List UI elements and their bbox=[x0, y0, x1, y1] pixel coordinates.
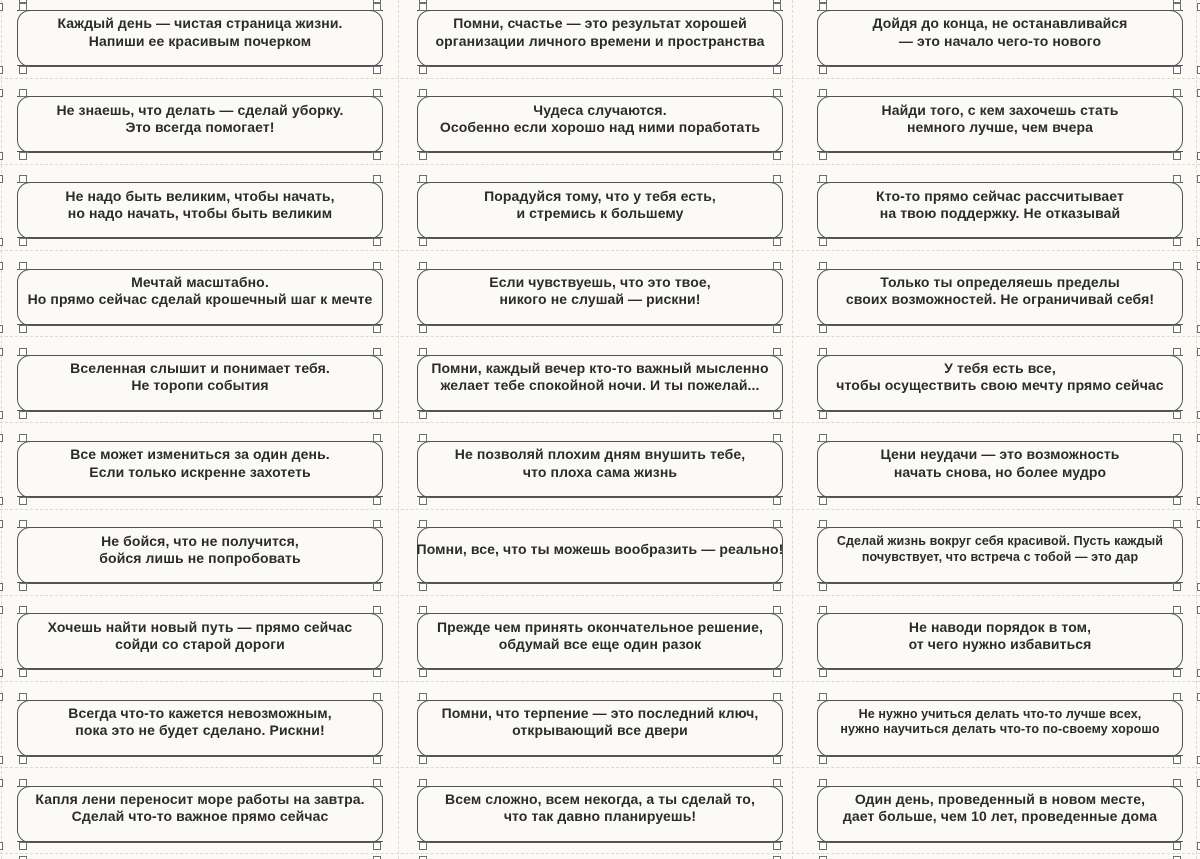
edge-cut-mark bbox=[819, 0, 827, 3]
quote-line: Сделай жизнь вокруг себя красивой. Пусть каждый bbox=[836, 534, 1164, 549]
cut-mark-top-left bbox=[19, 348, 27, 356]
edge-cut-mark bbox=[0, 262, 3, 270]
quote-line: Хочешь найти новый путь — прямо сейчас bbox=[47, 618, 353, 635]
quote-line: Кто-то прямо сейчас рассчитывает bbox=[876, 187, 1124, 204]
cut-mark-top-left bbox=[419, 262, 427, 270]
edge-cut-mark bbox=[0, 842, 3, 850]
cut-mark-top-left bbox=[419, 175, 427, 183]
cut-line-vertical bbox=[1, 0, 2, 859]
quote-line: сойди со старой дороги bbox=[115, 635, 285, 652]
quote-line: чтобы осуществить свою мечту прямо сейчас bbox=[836, 377, 1164, 394]
quote-card bbox=[817, 693, 1183, 764]
cut-line-horizontal bbox=[0, 250, 1200, 251]
cut-mark-bottom-left bbox=[419, 669, 427, 677]
quote-text bbox=[27, 355, 373, 412]
cut-mark-bottom-left bbox=[419, 238, 427, 246]
quote-text bbox=[827, 269, 1173, 326]
edge-cut-mark bbox=[0, 175, 3, 183]
cut-mark-bottom-left bbox=[819, 583, 827, 591]
cut-mark-top-left bbox=[819, 348, 827, 356]
cut-mark-bottom-right bbox=[773, 238, 781, 246]
quote-line: открывающий все двери bbox=[512, 722, 688, 739]
cut-mark-top-right bbox=[773, 434, 781, 442]
cut-mark-top-left bbox=[19, 434, 27, 442]
quote-card bbox=[817, 520, 1183, 591]
quote-line: У тебя есть все, bbox=[944, 360, 1056, 377]
cut-line-horizontal bbox=[0, 681, 1200, 682]
quote-line: Цени неудачи — это возможность bbox=[880, 446, 1120, 463]
quote-line: пока это не будет сделано. Рискни! bbox=[75, 722, 325, 739]
quote-line: начать снова, но более мудро bbox=[893, 463, 1107, 480]
cut-mark-top-right bbox=[773, 520, 781, 528]
cut-mark-bottom-right bbox=[373, 66, 381, 74]
quote-line: Напиши ее красивым почерком bbox=[88, 32, 312, 49]
quote-card bbox=[817, 779, 1183, 850]
quote-text bbox=[827, 10, 1173, 67]
quote-card bbox=[417, 693, 783, 764]
cut-mark-top-left bbox=[419, 3, 427, 11]
quote-card bbox=[17, 434, 383, 505]
quote-card bbox=[817, 3, 1183, 74]
cut-mark-bottom-right bbox=[773, 842, 781, 850]
cut-mark-bottom-right bbox=[773, 756, 781, 764]
cut-mark-top-right bbox=[773, 348, 781, 356]
quote-card bbox=[417, 89, 783, 160]
quote-text bbox=[427, 269, 773, 326]
quote-line: бойся лишь не попробовать bbox=[99, 549, 301, 566]
cut-mark-top-left bbox=[419, 89, 427, 97]
cut-mark-bottom-left bbox=[19, 583, 27, 591]
edge-cut-mark bbox=[419, 0, 427, 3]
cut-mark-bottom-right bbox=[773, 497, 781, 505]
quote-line: Помни, что терпение — это последний ключ, bbox=[441, 705, 759, 722]
cut-mark-top-left bbox=[19, 779, 27, 787]
cut-mark-bottom-left bbox=[819, 842, 827, 850]
edge-cut-mark bbox=[773, 0, 781, 3]
edge-cut-mark bbox=[0, 348, 3, 356]
quote-line: Помни, счастье — это результат хорошей bbox=[453, 15, 747, 32]
quote-card bbox=[17, 693, 383, 764]
edge-cut-mark bbox=[0, 434, 3, 442]
cut-mark-bottom-left bbox=[819, 325, 827, 333]
cut-mark-bottom-right bbox=[373, 325, 381, 333]
quote-card bbox=[417, 606, 783, 677]
edge-cut-mark bbox=[0, 693, 3, 701]
quote-line: но надо начать, чтобы быть великим bbox=[67, 204, 333, 221]
quote-line: Если чувствуешь, что это твое, bbox=[489, 274, 711, 291]
quote-text bbox=[827, 182, 1173, 239]
cut-mark-top-right bbox=[773, 89, 781, 97]
quote-card bbox=[17, 606, 383, 677]
cut-mark-top-right bbox=[373, 693, 381, 701]
cut-line-horizontal bbox=[0, 767, 1200, 768]
quote-line: дает больше, чем 10 лет, проведенные дома bbox=[842, 808, 1158, 825]
quote-text bbox=[827, 786, 1173, 843]
quote-text bbox=[827, 613, 1173, 670]
cut-mark-top-right bbox=[1173, 779, 1181, 787]
quote-line: почувствует, что встреча с тобой — это дар bbox=[861, 549, 1139, 564]
quote-card bbox=[817, 175, 1183, 246]
cut-line-vertical bbox=[1196, 0, 1197, 859]
cut-mark-top-left bbox=[19, 262, 27, 270]
cut-mark-bottom-left bbox=[19, 669, 27, 677]
cut-mark-bottom-right bbox=[373, 756, 381, 764]
cut-mark-bottom-left bbox=[419, 497, 427, 505]
edge-cut-mark bbox=[0, 606, 3, 614]
quote-card bbox=[817, 606, 1183, 677]
cut-mark-bottom-left bbox=[819, 411, 827, 419]
quote-line: организации личного времени и пространства bbox=[435, 32, 765, 49]
cut-mark-bottom-right bbox=[1173, 66, 1181, 74]
quote-card bbox=[417, 779, 783, 850]
quote-line: желает тебе спокойной ночи. И ты пожелай... bbox=[440, 377, 760, 394]
cut-mark-bottom-right bbox=[773, 325, 781, 333]
quote-text bbox=[827, 96, 1173, 153]
edge-cut-mark bbox=[0, 756, 3, 764]
quote-line: Не знаешь, что делать — сделай уборку. bbox=[56, 101, 344, 118]
quote-line: Не надо быть великим, чтобы начать, bbox=[65, 187, 335, 204]
quote-line: Все может измениться за один день. bbox=[70, 446, 330, 463]
quote-card bbox=[17, 520, 383, 591]
cut-mark-top-right bbox=[373, 262, 381, 270]
cut-line-horizontal bbox=[0, 422, 1200, 423]
cut-mark-bottom-left bbox=[819, 756, 827, 764]
edge-cut-mark bbox=[0, 669, 3, 677]
cut-mark-top-right bbox=[373, 3, 381, 11]
cut-mark-bottom-left bbox=[19, 66, 27, 74]
cut-mark-bottom-left bbox=[19, 756, 27, 764]
edge-cut-mark bbox=[0, 325, 3, 333]
cut-mark-bottom-left bbox=[419, 325, 427, 333]
cut-mark-top-right bbox=[1173, 3, 1181, 11]
quote-card bbox=[417, 348, 783, 419]
edge-cut-mark bbox=[0, 520, 3, 528]
cut-mark-bottom-right bbox=[1173, 669, 1181, 677]
cut-mark-bottom-right bbox=[1173, 842, 1181, 850]
quote-card bbox=[417, 520, 783, 591]
quote-card bbox=[17, 779, 383, 850]
edge-cut-mark bbox=[0, 411, 3, 419]
cut-mark-bottom-left bbox=[419, 842, 427, 850]
cut-mark-bottom-right bbox=[1173, 497, 1181, 505]
cut-mark-top-left bbox=[19, 606, 27, 614]
cut-mark-top-left bbox=[819, 262, 827, 270]
quote-card bbox=[417, 262, 783, 333]
cut-mark-top-left bbox=[819, 606, 827, 614]
quote-line: Найди того, с кем захочешь стать bbox=[881, 101, 1119, 118]
quote-line: Если только искренне захотеть bbox=[89, 463, 311, 480]
cut-mark-bottom-left bbox=[19, 842, 27, 850]
quote-line: Чудеса случаются. bbox=[533, 101, 667, 118]
cut-mark-top-right bbox=[1173, 89, 1181, 97]
quote-text bbox=[27, 96, 373, 153]
edge-cut-mark bbox=[0, 66, 3, 74]
cut-mark-bottom-left bbox=[419, 756, 427, 764]
cut-mark-top-right bbox=[373, 606, 381, 614]
cut-mark-top-left bbox=[19, 175, 27, 183]
quote-line: от чего нужно избавиться bbox=[908, 635, 1092, 652]
quote-line: никого не слушай — рискни! bbox=[499, 291, 701, 308]
cut-mark-top-left bbox=[819, 779, 827, 787]
cut-mark-bottom-left bbox=[19, 497, 27, 505]
cut-mark-top-left bbox=[419, 348, 427, 356]
cut-mark-top-left bbox=[419, 434, 427, 442]
edge-cut-mark bbox=[1173, 0, 1181, 3]
cut-line-horizontal bbox=[0, 164, 1200, 165]
cut-mark-bottom-right bbox=[373, 669, 381, 677]
cut-mark-top-right bbox=[373, 520, 381, 528]
quote-line: Не торопи события bbox=[131, 377, 269, 394]
quote-line: Каждый день — чистая страница жизни. bbox=[57, 15, 343, 32]
quote-line: — это начало чего-то нового bbox=[898, 32, 1102, 49]
quote-text bbox=[427, 355, 773, 412]
cut-line-horizontal bbox=[0, 853, 1200, 854]
quote-card bbox=[817, 89, 1183, 160]
cut-mark-bottom-right bbox=[373, 238, 381, 246]
cut-mark-bottom-right bbox=[1173, 411, 1181, 419]
cut-mark-top-right bbox=[1173, 175, 1181, 183]
cut-mark-top-right bbox=[373, 175, 381, 183]
quote-text bbox=[27, 441, 373, 498]
quote-card bbox=[417, 434, 783, 505]
cut-mark-top-left bbox=[419, 606, 427, 614]
cut-mark-top-right bbox=[773, 175, 781, 183]
quote-line: обдумай все еще один разок bbox=[498, 635, 702, 652]
cut-line-horizontal bbox=[0, 509, 1200, 510]
edge-cut-mark bbox=[0, 89, 3, 97]
cut-mark-bottom-left bbox=[419, 583, 427, 591]
quote-line: Всем сложно, всем некогда, а ты сделай то, bbox=[445, 791, 755, 808]
quote-line: Всегда что-то кажется невозможным, bbox=[68, 705, 332, 722]
quote-line: Но прямо сейчас сделай крошечный шаг к мечте bbox=[27, 291, 373, 308]
cut-mark-top-left bbox=[19, 520, 27, 528]
cut-mark-top-left bbox=[19, 693, 27, 701]
quote-card bbox=[17, 3, 383, 74]
edge-cut-mark bbox=[0, 238, 3, 246]
cut-mark-top-right bbox=[373, 348, 381, 356]
quote-card bbox=[17, 89, 383, 160]
cut-mark-bottom-right bbox=[1173, 756, 1181, 764]
quote-line: Один день, проведенный в новом месте, bbox=[854, 791, 1146, 808]
quote-line: Прежде чем принять окончательное решение, bbox=[436, 618, 764, 635]
quote-line: Мечтай масштабно. bbox=[131, 274, 269, 291]
quote-text bbox=[27, 613, 373, 670]
cut-mark-top-right bbox=[373, 779, 381, 787]
quote-text bbox=[27, 786, 373, 843]
cut-mark-top-left bbox=[819, 175, 827, 183]
cut-mark-bottom-right bbox=[773, 411, 781, 419]
cut-mark-bottom-left bbox=[19, 411, 27, 419]
quote-line: Капля лени переносит море работы на завтра. bbox=[35, 791, 365, 808]
cut-mark-bottom-left bbox=[419, 66, 427, 74]
quote-text bbox=[827, 700, 1173, 757]
edge-cut-mark bbox=[0, 779, 3, 787]
quote-text bbox=[427, 700, 773, 757]
quote-card bbox=[417, 3, 783, 74]
cut-mark-bottom-right bbox=[773, 583, 781, 591]
quote-line: нужно научиться делать что-то по-своему хорошо bbox=[840, 722, 1160, 737]
cut-mark-bottom-right bbox=[773, 152, 781, 160]
cut-mark-bottom-left bbox=[419, 411, 427, 419]
cut-mark-bottom-left bbox=[819, 66, 827, 74]
quote-text bbox=[27, 527, 373, 584]
quote-line: Не наводи порядок в том, bbox=[908, 618, 1092, 635]
quote-line: Только ты определяешь пределы bbox=[880, 274, 1120, 291]
cut-mark-bottom-left bbox=[19, 238, 27, 246]
quote-line: на твою поддержку. Не отказывай bbox=[879, 204, 1121, 221]
quote-text bbox=[827, 527, 1173, 584]
cut-mark-bottom-left bbox=[19, 325, 27, 333]
cut-line-vertical bbox=[398, 0, 399, 859]
cut-mark-top-right bbox=[1173, 520, 1181, 528]
cut-mark-bottom-left bbox=[819, 152, 827, 160]
cut-mark-bottom-right bbox=[373, 497, 381, 505]
quote-line: Помни, все, что ты можешь вообразить — реально! bbox=[416, 541, 784, 558]
quote-line: что так давно планируешь! bbox=[503, 808, 697, 825]
cut-mark-top-right bbox=[373, 89, 381, 97]
quote-text bbox=[827, 441, 1173, 498]
cut-mark-top-right bbox=[373, 434, 381, 442]
edge-cut-mark bbox=[0, 3, 3, 11]
cut-mark-top-left bbox=[819, 434, 827, 442]
quote-text bbox=[427, 613, 773, 670]
cut-line-horizontal bbox=[0, 336, 1200, 337]
quote-line: Не нужно учиться делать что-то лучше всех, bbox=[858, 706, 1142, 721]
edge-cut-mark bbox=[19, 0, 27, 3]
cut-mark-bottom-right bbox=[1173, 238, 1181, 246]
cut-mark-bottom-right bbox=[773, 669, 781, 677]
cut-line-vertical bbox=[792, 0, 793, 859]
cut-line-horizontal bbox=[0, 78, 1200, 79]
quote-text bbox=[827, 355, 1173, 412]
quote-line: Дойдя до конца, не останавливайся bbox=[872, 15, 1128, 32]
quote-line: Особенно если хорошо над ними поработать bbox=[439, 118, 761, 135]
quote-text bbox=[27, 182, 373, 239]
cut-mark-top-left bbox=[419, 520, 427, 528]
cut-mark-top-left bbox=[819, 3, 827, 11]
quote-line: Сделай что-то важное прямо сейчас bbox=[71, 808, 329, 825]
cut-mark-bottom-right bbox=[1173, 325, 1181, 333]
quote-text bbox=[416, 527, 784, 584]
quote-card bbox=[817, 262, 1183, 333]
edge-cut-mark bbox=[0, 497, 3, 505]
cut-mark-top-left bbox=[819, 520, 827, 528]
cut-mark-top-right bbox=[773, 693, 781, 701]
cut-mark-top-right bbox=[773, 262, 781, 270]
quote-card bbox=[17, 175, 383, 246]
cut-mark-bottom-left bbox=[419, 152, 427, 160]
cut-mark-bottom-right bbox=[1173, 152, 1181, 160]
quote-line: что плоха сама жизнь bbox=[522, 463, 678, 480]
quote-text bbox=[427, 182, 773, 239]
quote-line: Порадуйся тому, что у тебя есть, bbox=[484, 187, 716, 204]
quote-line: своих возможностей. Не ограничивай себя! bbox=[845, 291, 1155, 308]
cut-mark-top-left bbox=[19, 3, 27, 11]
cut-mark-bottom-right bbox=[373, 583, 381, 591]
edge-cut-mark bbox=[0, 583, 3, 591]
quote-line: Помни, каждый вечер кто-то важный мысленно bbox=[431, 360, 769, 377]
cut-mark-top-right bbox=[1173, 693, 1181, 701]
quote-text bbox=[427, 10, 773, 67]
cut-mark-bottom-right bbox=[373, 411, 381, 419]
cut-mark-bottom-left bbox=[19, 152, 27, 160]
quote-card bbox=[817, 348, 1183, 419]
cut-mark-top-right bbox=[773, 779, 781, 787]
quote-text bbox=[27, 10, 373, 67]
cut-mark-top-right bbox=[1173, 434, 1181, 442]
cut-mark-top-left bbox=[419, 779, 427, 787]
quote-line: Это всегда помогает! bbox=[125, 118, 275, 135]
quote-text bbox=[427, 441, 773, 498]
cut-mark-bottom-left bbox=[819, 669, 827, 677]
cut-mark-top-left bbox=[419, 693, 427, 701]
cut-mark-bottom-left bbox=[819, 238, 827, 246]
cut-mark-top-left bbox=[819, 693, 827, 701]
cut-mark-bottom-right bbox=[373, 152, 381, 160]
quote-text bbox=[427, 786, 773, 843]
cut-mark-top-right bbox=[1173, 262, 1181, 270]
cut-mark-top-right bbox=[1173, 348, 1181, 356]
quote-line: и стремись к большему bbox=[516, 204, 684, 221]
edge-cut-mark bbox=[0, 152, 3, 160]
quote-line: Вселенная слышит и понимает тебя. bbox=[70, 360, 330, 377]
cut-mark-top-right bbox=[773, 3, 781, 11]
cut-mark-bottom-right bbox=[773, 66, 781, 74]
cut-mark-top-left bbox=[819, 89, 827, 97]
quote-card bbox=[817, 434, 1183, 505]
quote-text bbox=[27, 700, 373, 757]
quote-text bbox=[427, 96, 773, 153]
quote-line: Не позволяй плохим дням внушить тебе, bbox=[454, 446, 746, 463]
cut-mark-top-left bbox=[19, 89, 27, 97]
edge-cut-mark bbox=[373, 0, 381, 3]
cut-mark-bottom-right bbox=[373, 842, 381, 850]
quote-text bbox=[27, 269, 373, 326]
quote-card bbox=[417, 175, 783, 246]
cut-mark-bottom-left bbox=[819, 497, 827, 505]
cut-mark-top-right bbox=[1173, 606, 1181, 614]
quote-line: Не бойся, что не получится, bbox=[101, 532, 299, 549]
quote-card bbox=[17, 262, 383, 333]
quote-card bbox=[17, 348, 383, 419]
cut-mark-bottom-right bbox=[1173, 583, 1181, 591]
cut-mark-top-right bbox=[773, 606, 781, 614]
quote-line: немного лучше, чем вчера bbox=[906, 118, 1094, 135]
cut-line-horizontal bbox=[0, 595, 1200, 596]
